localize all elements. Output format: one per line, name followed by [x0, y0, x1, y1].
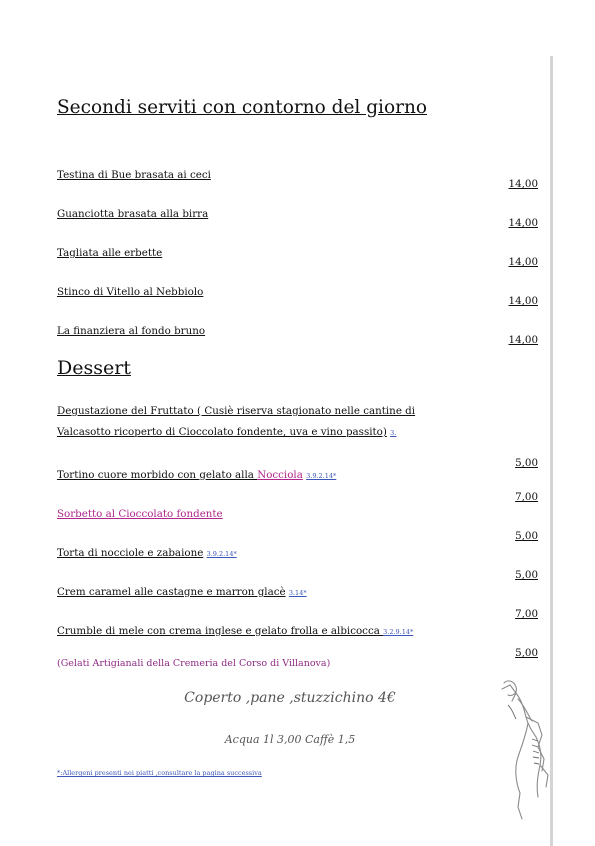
- allergeni-footnote: *:Allergeni presenti nei piatti ,consultare la pagina successiva: [57, 769, 262, 777]
- dessert-crumble-text: Crumble di mele con crema inglese e gelato frolla e albicocca: [57, 625, 384, 637]
- dessert-crem-text: Crem caramel alle castagne e marron glacè: [57, 586, 286, 598]
- acqua-caffe-text: Acqua 1l 3,00 Caffè 1,5: [224, 733, 356, 746]
- menu-price: 14,00: [508, 217, 538, 229]
- dessert-torta-text: Torta di nocciole e zabaione: [57, 547, 204, 559]
- gelati-note: (Gelati Artigianali della Cremeria del Corso di Villanova): [57, 658, 331, 669]
- allergen-code: 3.9.2.14*: [306, 472, 337, 480]
- menu-price: 5,00: [515, 457, 538, 469]
- allergen-code: 3.14*: [288, 589, 307, 597]
- menu-price: 5,00: [515, 569, 538, 581]
- dessert-tortino: [57, 469, 336, 481]
- menu-price: 7,00: [515, 608, 538, 620]
- dessert-tortino-highlight: Nocciola: [257, 469, 303, 481]
- dessert-degustazione-line2: [57, 426, 396, 438]
- dessert-sorbetto: Sorbetto al Cioccolato fondente: [57, 508, 223, 520]
- allergen-code: 3.: [390, 429, 397, 437]
- menu-price: 14,00: [508, 178, 538, 190]
- menu-item: Guanciotta brasata alla birra: [57, 208, 209, 220]
- dessert-crumble: [57, 625, 413, 637]
- section-title-secondi: Secondi serviti con contorno del giorno: [57, 97, 427, 118]
- coperto-text: Coperto ,pane ,stuzzichino 4€: [184, 690, 396, 706]
- dessert-tortino-text: Tortino cuore morbido con gelato alla: [57, 469, 258, 481]
- menu-price: 14,00: [508, 295, 538, 307]
- menu-item: La finanziera al fondo bruno: [57, 325, 206, 337]
- menu-price: 7,00: [515, 491, 538, 503]
- decorative-sketch-illustration: [498, 675, 554, 825]
- dessert-crem: [57, 586, 307, 598]
- dessert-torta: [57, 547, 237, 559]
- dessert-degustazione-text: Valcasotto ricoperto di Cioccolato fondente, uva e vino passito): [57, 426, 387, 438]
- allergen-code: 3.2.9.14*: [383, 628, 414, 636]
- allergen-code: 3.9.2.14*: [206, 550, 237, 558]
- menu-item: Testina di Bue brasata ai ceci: [57, 169, 211, 181]
- menu-item: Tagliata alle erbette: [57, 247, 163, 259]
- section-title-dessert: Dessert: [57, 357, 131, 379]
- menu-price: 14,00: [508, 334, 538, 346]
- menu-price: 5,00: [515, 530, 538, 542]
- dessert-degustazione-line1: Degustazione del Fruttato ( Cusiè riserva stagionato nelle cantine di: [57, 405, 416, 417]
- menu-price: 14,00: [508, 256, 538, 268]
- menu-price: 5,00: [515, 647, 538, 659]
- menu-item: Stinco di Vitello al Nebbiolo: [57, 286, 204, 298]
